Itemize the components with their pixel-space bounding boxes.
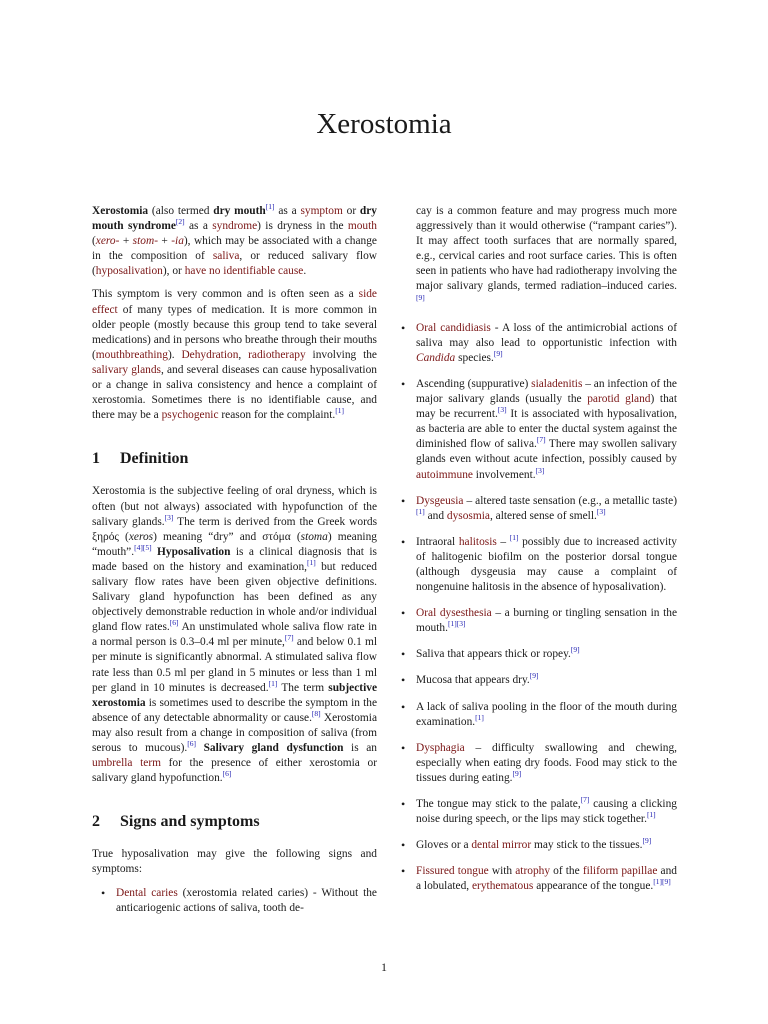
link-fissured-tongue[interactable]: Fissured tongue: [416, 865, 489, 878]
text: ), which may be associated with a change in the composition of: [92, 235, 377, 263]
section-heading-signs-and-symptoms: [92, 814, 377, 829]
text: ) that may be recurrent.: [416, 393, 677, 421]
list-item: [392, 838, 677, 853]
list-item-continued: [392, 204, 677, 310]
citation-link[interactable]: [3]: [497, 405, 507, 415]
text: ).: [167, 348, 182, 361]
citation-link[interactable]: [1][3]: [447, 619, 466, 629]
text: and below 0.1 ml per minute is significantly abnormal. A stimulated saliva flow rate less than 0.5 ml per gland in 5 minutes or less than 1 ml per gland in 10 minutes is decreased.: [92, 636, 377, 694]
text: of many types of medication. It is more common in older people (mostly because this group tend to take several medications) and in persons who breathe through their mouths (: [92, 303, 377, 361]
text: The term: [277, 681, 329, 694]
text: – difficulty swallowing and chewing, especially when eating dry foods. Food may stick to the tissues during eating.: [416, 741, 677, 784]
text: Gloves or a: [416, 839, 472, 852]
link-dental-mirror[interactable]: dental mirror: [471, 839, 532, 852]
text: with: [488, 865, 516, 878]
term-stoma: stoma: [300, 530, 328, 543]
citation-link[interactable]: [8]: [311, 708, 321, 718]
link-mouth[interactable]: mouth: [347, 220, 377, 233]
text: – altered taste sensation (e.g., a metallic taste): [463, 494, 677, 507]
text: cay is a common feature and may progress much more aggressively than it would otherwise (“rampant caries”). It may affect tooth surfaces that are normally spared, e.g., cervical caries and root surface caries. This is often seen in patients who have had radiotherapy involving the major salivary glands, termed radiation–induced caries.: [416, 205, 677, 293]
signs-list-left: [92, 886, 377, 916]
citation-link[interactable]: [9]: [493, 348, 503, 358]
citation-link[interactable]: [7]: [580, 795, 590, 804]
signs-list-right: [392, 204, 677, 894]
text: and a lobulated,: [416, 865, 677, 893]
list-item: [392, 494, 677, 524]
text: –: [496, 535, 510, 548]
list-item: [392, 741, 677, 786]
intro-paragraph-1: [92, 204, 377, 279]
link-oral-dysesthesia[interactable]: Oral dysesthesia: [416, 607, 492, 620]
list-item: [392, 700, 677, 730]
citation-link[interactable]: [2]: [175, 217, 185, 227]
citation-link[interactable]: [1][9]: [653, 877, 671, 887]
section-heading-definition: [92, 451, 377, 466]
signs-intro: True hyposalivation may give the following signs and symptoms:: [92, 848, 377, 876]
citation-link[interactable]: [7]: [536, 435, 546, 445]
right-column: [392, 204, 677, 905]
term-salivary-gland-dysfunction: Salivary gland dysfunction: [203, 742, 344, 754]
text: [196, 742, 204, 754]
citation-link[interactable]: [3]: [596, 506, 606, 516]
text: as a: [184, 220, 213, 233]
text: is a clinical diagnosis that is made based on the history and examination,: [92, 545, 377, 573]
citation-link[interactable]: [3]: [535, 465, 545, 475]
text: ) is dryness in the: [257, 220, 348, 233]
link-sialadenitis[interactable]: sialadenitis: [531, 377, 583, 390]
text: causing a clicking noise during speech, or the lips may stick together.: [416, 798, 677, 826]
link-candida[interactable]: Candida: [416, 351, 456, 364]
citation-link[interactable]: [4][5]: [134, 542, 152, 552]
link-salivary-glands[interactable]: salivary glands: [92, 363, 161, 376]
list-item: [392, 377, 677, 483]
term-dry-mouth: dry mouth: [213, 205, 266, 217]
list-item: [392, 673, 677, 688]
text: - A loss of the antimicrobial actions of saliva may also lead to opportunistic infection with: [416, 321, 677, 349]
text: Xerostomia is the subjective feeling of oral dryness, which is often (but not always) associated with hypofunction of the salivary glands.: [92, 485, 377, 528]
text: (also termed: [148, 205, 214, 217]
link-mouthbreathing[interactable]: mouthbreathing: [95, 348, 168, 361]
link-parotid-gland[interactable]: parotid gland: [587, 393, 651, 406]
citation-link[interactable]: [1]: [646, 810, 656, 820]
text: species.: [455, 351, 494, 364]
section-number: 2: [92, 813, 100, 831]
link-dental-caries[interactable]: Dental caries: [116, 886, 178, 899]
list-item: [392, 797, 677, 827]
link-autoimmune[interactable]: autoimmune: [416, 468, 473, 481]
link-no-identifiable-cause[interactable]: have no identifiable cause: [184, 265, 304, 278]
text: Mucosa that appears dry.: [416, 674, 530, 687]
citation-link[interactable]: [7]: [284, 633, 294, 643]
text: ,: [238, 348, 249, 361]
list-item: [92, 886, 377, 916]
term-xerostomia: Xerostomia: [92, 205, 149, 217]
text: but reduced salivary flow rates have been given objective definitions. Salivary gland hypofunction has been defined as any objectively demonstrable reduction in whole and/or individual gland flow rates.: [92, 560, 378, 634]
link-halitosis[interactable]: halitosis: [458, 535, 497, 548]
text: – a burning or tingling sensation in the mouth.: [416, 607, 677, 635]
text: may stick to the tissues.: [531, 839, 643, 852]
intro-paragraph-2: [92, 287, 377, 423]
term-hyposalivation: Hyposalivation: [157, 545, 231, 558]
citation-link[interactable]: [1]: [307, 557, 316, 567]
term-subjective-xerostomia: subjective xerostomia: [92, 681, 377, 709]
text: Ascending (suppurative): [416, 377, 532, 390]
text: An unstimulated whole saliva flow rate in a normal person is 0.3–0.4 ml per minute,: [92, 621, 377, 649]
text: (xerostomia related caries) - Without the anticariogenic actions of saliva, tooth de-: [116, 886, 377, 914]
text: involving the: [305, 348, 377, 361]
section-title: Signs and symptoms: [120, 813, 260, 831]
link-umbrella-term[interactable]: umbrella term: [92, 757, 161, 770]
link-side-effect[interactable]: side effect: [92, 288, 377, 316]
link-symptom[interactable]: symptom: [300, 205, 343, 217]
citation-link[interactable]: [1]: [335, 406, 344, 416]
text: is sometimes used to describe the symptom in the absence of any detectable abnormality or cause.: [92, 696, 377, 724]
section-title: Definition: [120, 450, 189, 468]
text: as a: [274, 205, 301, 217]
link-dehydration[interactable]: Dehydration: [181, 348, 239, 361]
list-item: [392, 532, 677, 595]
text: of the: [550, 865, 583, 878]
definition-paragraph: [92, 484, 377, 786]
text: +: [157, 235, 172, 248]
text: Xerostomia may also result from a change in composition of saliva (from serous to mucous).: [92, 711, 377, 754]
text: (: [92, 235, 96, 248]
citation-link[interactable]: [9]: [416, 292, 425, 302]
text: , and several diseases can cause hyposalivation or a change in saliva consistency and hence a complaint of xerostomia. Sometimes there is no identifiable cause, and there may be a: [92, 363, 377, 422]
citation-link[interactable]: [1]: [416, 506, 425, 516]
text: ) meaning “dry” and στόμα (: [153, 530, 301, 543]
text: The tongue may stick to the palate,: [416, 798, 581, 810]
page-number: 1: [381, 960, 387, 974]
link-hyposalivation[interactable]: hyposalivation: [95, 265, 163, 278]
link-atrophy[interactable]: atrophy: [515, 865, 551, 878]
text: This symptom is very common and is often seen as a: [92, 288, 359, 301]
text: involvement.: [472, 468, 536, 481]
text: and: [424, 509, 447, 522]
link-xero[interactable]: xero-: [95, 235, 120, 248]
text: possibly due to increased activity of halitogenic biofilm on the posterior dorsal tongue (although dysgeusia may cause a complaint of nongenuine halitosis in the absence of hyposalivation).: [416, 535, 677, 594]
link-dysgeusia[interactable]: Dysgeusia: [416, 494, 464, 507]
link-ia[interactable]: -ia: [171, 235, 184, 248]
list-item: [392, 606, 677, 636]
link-psychogenic[interactable]: psychogenic: [161, 409, 219, 422]
citation-link[interactable]: [1]: [509, 532, 519, 542]
left-column: [92, 204, 377, 927]
text: is an: [343, 742, 377, 754]
text: or: [342, 205, 360, 217]
citation-link[interactable]: [6]: [169, 618, 179, 628]
text: ) meaning “mouth”.: [92, 530, 377, 558]
link-erythematous[interactable]: erythematous: [472, 880, 534, 893]
term-xeros: xeros: [128, 530, 154, 543]
link-stom[interactable]: stom-: [132, 235, 158, 248]
text: , or reduced salivary flow (: [92, 250, 377, 278]
citation-link[interactable]: [9]: [529, 671, 539, 681]
citation-link[interactable]: [6]: [187, 739, 196, 748]
text: The term is derived from the Greek words ξηρός (: [92, 515, 377, 543]
text: , altered sense of smell.: [489, 509, 597, 522]
citation-link[interactable]: [9]: [570, 645, 580, 655]
text: ), or: [162, 265, 185, 278]
text: .: [303, 265, 307, 278]
link-filiform-papillae[interactable]: filiform papillae: [582, 865, 658, 878]
list-item: [392, 321, 677, 366]
section-number: 1: [92, 450, 100, 468]
citation-link[interactable]: [1]: [265, 202, 275, 211]
text: +: [119, 235, 133, 248]
link-syndrome[interactable]: syndrome: [212, 220, 258, 233]
list-item: [392, 864, 677, 894]
citation-link[interactable]: [1]: [475, 712, 484, 722]
list-item: [392, 647, 677, 662]
citation-link[interactable]: [6]: [222, 769, 232, 779]
link-oral-candidiasis[interactable]: Oral candidiasis: [416, 321, 491, 334]
text: There may swollen salivary glands even without acute infection, possibly caused by: [416, 438, 677, 466]
text: Saliva that appears thick or ropey.: [416, 648, 571, 661]
article-title: Xerostomia: [316, 108, 452, 140]
link-dysphagia[interactable]: Dysphagia: [416, 741, 465, 754]
text: for the presence of either xerostomia or salivary gland hypofunction.: [92, 757, 377, 785]
link-saliva[interactable]: saliva: [212, 250, 240, 263]
citation-link[interactable]: [9]: [642, 836, 652, 846]
text: A lack of saliva pooling in the floor of the mouth during examination.: [416, 700, 677, 728]
link-radiotherapy[interactable]: radiotherapy: [248, 348, 306, 361]
citation-link[interactable]: [1]: [268, 678, 278, 688]
citation-link[interactable]: [3]: [164, 512, 174, 522]
text: It is associated with hyposalivation, as bacteria are able to enter the ductal system against the diminished flow of saliva.: [416, 408, 677, 451]
text: – an infection of the major salivary glands (usually the: [416, 377, 677, 406]
text: reason for the complaint.: [218, 409, 336, 422]
link-dysosmia[interactable]: dysosmia: [446, 509, 490, 522]
text: Intraoral: [416, 535, 459, 548]
text: appearance of the tongue.: [533, 880, 654, 893]
citation-link[interactable]: [9]: [512, 768, 522, 778]
term-dry-mouth-syndrome: dry mouth syndrome: [92, 205, 377, 233]
